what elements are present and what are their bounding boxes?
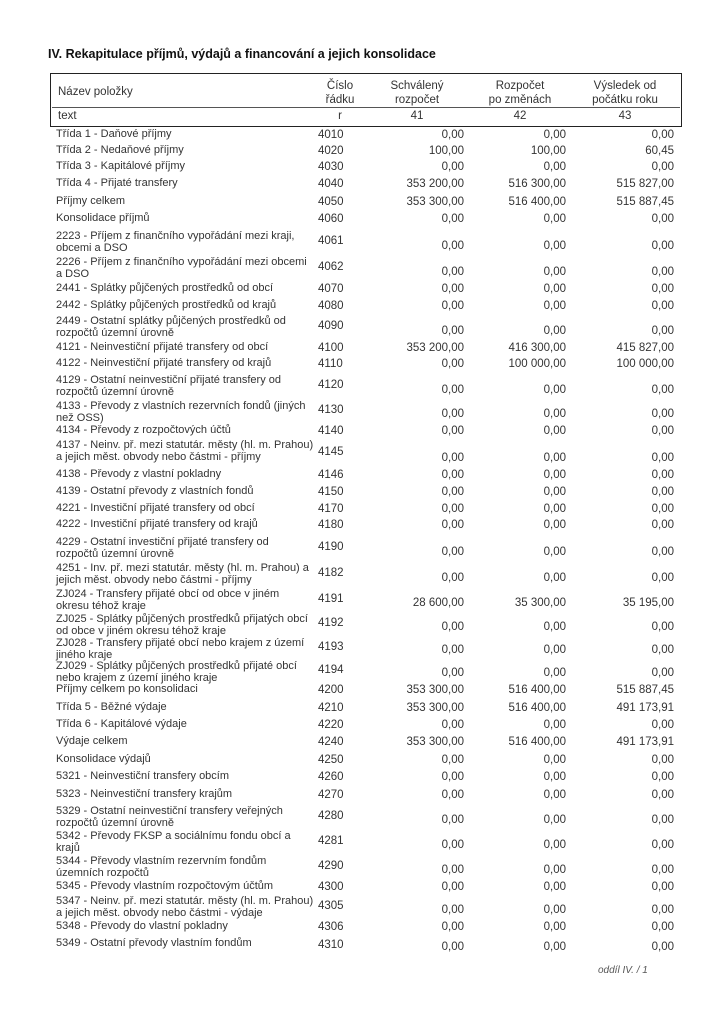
row-result: 0,00 (651, 486, 674, 498)
row-approved-budget: 0,00 (441, 240, 464, 252)
row-result: 0,00 (651, 864, 674, 876)
row-number: 4310 (318, 939, 344, 951)
row-number: 4194 (318, 664, 344, 676)
row-result: 515 827,00 (616, 178, 674, 190)
header-row-number: Číslo (326, 80, 354, 92)
header-row-number-2: řádku (325, 94, 355, 106)
row-approved-budget: 0,00 (441, 486, 464, 498)
row-approved-budget: 0,00 (441, 425, 464, 437)
row-number: 4060 (318, 213, 344, 225)
row-item-name: Třída 4 - Přijaté transfery (56, 177, 178, 189)
row-result: 0,00 (651, 469, 674, 481)
row-approved-budget: 353 300,00 (406, 684, 464, 696)
row-item-name: Třída 1 - Daňové příjmy (56, 128, 172, 140)
row-result: 0,00 (651, 161, 674, 173)
table-row (0, 467, 724, 484)
row-item-name: 5342 - Převody FKSP a sociálnímu fondu obcí a krajů (56, 830, 291, 854)
row-item-name: 4122 - Neinvestiční přijaté transfery od krajů (56, 357, 272, 369)
header-item-name: Název položky (58, 86, 133, 98)
table-row (0, 804, 724, 829)
row-revised-budget: 100 000,00 (508, 358, 566, 370)
table-row (0, 561, 724, 587)
table-row (0, 517, 724, 535)
table-row (0, 298, 724, 314)
row-item-name: Příjmy celkem po konsolidaci (56, 683, 198, 695)
header-sub-42: 42 (513, 110, 527, 122)
row-result: 0,00 (651, 881, 674, 893)
row-number: 4300 (318, 881, 344, 893)
row-item-name: 5344 - Převody vlastním rezervním fondům územních rozpočtů (56, 855, 267, 879)
table-row (0, 501, 724, 517)
row-approved-budget: 0,00 (441, 358, 464, 370)
row-revised-budget: 0,00 (543, 213, 566, 225)
row-approved-budget: 0,00 (441, 941, 464, 953)
table-row (0, 423, 724, 438)
row-approved-budget: 0,00 (441, 814, 464, 826)
table-row (0, 535, 724, 561)
section-title: IV. Rekapitulace příjmů, výdajů a financování a jejich konsolidace (48, 47, 436, 61)
row-result: 0,00 (651, 754, 674, 766)
row-revised-budget: 0,00 (543, 469, 566, 481)
row-approved-budget: 0,00 (441, 864, 464, 876)
row-item-name: ZJ028 - Transfery přijaté obcí nebo krajem z území jiného kraje (56, 637, 305, 661)
row-result: 0,00 (651, 325, 674, 337)
row-item-name: Třída 6 - Kapitálové výdaje (56, 718, 187, 730)
row-revised-budget: 0,00 (543, 839, 566, 851)
row-result: 0,00 (651, 266, 674, 278)
row-revised-budget: 0,00 (543, 814, 566, 826)
row-item-name: 4137 - Neinv. př. mezi statutár. městy (hl. m. Prahou) a jejich měst. obvody nebo částmi - příjmy (56, 439, 314, 463)
row-number: 4070 (318, 283, 344, 295)
table-row (0, 612, 724, 636)
header-result-2: počátku roku (592, 94, 658, 106)
table-row (0, 281, 724, 298)
row-number: 4150 (318, 486, 344, 498)
row-item-name: 2449 - Ostatní splátky půjčených prostředků od rozpočtů územní úrovně (56, 315, 286, 339)
row-number: 4306 (318, 921, 344, 933)
row-item-name: Třída 3 - Kapitálové příjmy (56, 160, 185, 172)
row-result: 0,00 (651, 572, 674, 584)
table-row (0, 373, 724, 399)
table-row (0, 484, 724, 501)
header-sub-43: 43 (618, 110, 632, 122)
row-revised-budget: 0,00 (543, 904, 566, 916)
header-sub-41: 41 (410, 110, 424, 122)
row-number: 4061 (318, 235, 344, 247)
row-revised-budget: 516 400,00 (508, 196, 566, 208)
row-approved-budget: 353 300,00 (406, 702, 464, 714)
row-item-name: 4221 - Investiční přijaté transfery od obcí (56, 502, 255, 514)
row-number: 4182 (318, 567, 344, 579)
row-result: 0,00 (651, 503, 674, 515)
row-result: 0,00 (651, 941, 674, 953)
row-number: 4220 (318, 719, 344, 731)
row-revised-budget: 0,00 (543, 325, 566, 337)
row-item-name: Třída 2 - Nedaňové příjmy (56, 144, 184, 156)
row-revised-budget: 0,00 (543, 300, 566, 312)
row-number: 4110 (318, 358, 343, 370)
row-revised-budget: 0,00 (543, 503, 566, 515)
table-row (0, 159, 724, 176)
row-revised-budget: 0,00 (543, 283, 566, 295)
row-revised-budget: 0,00 (543, 240, 566, 252)
row-approved-budget: 0,00 (441, 719, 464, 731)
row-revised-budget: 0,00 (543, 266, 566, 278)
row-approved-budget: 0,00 (441, 213, 464, 225)
row-result: 0,00 (651, 129, 674, 141)
row-number: 4210 (318, 702, 344, 714)
table-row (0, 752, 724, 769)
row-result: 0,00 (651, 546, 674, 558)
row-revised-budget: 416 300,00 (508, 342, 566, 354)
row-approved-budget: 353 200,00 (406, 178, 464, 190)
row-item-name: 4251 - Inv. př. mezi statutár. městy (hl. m. Prahou) a jejich měst. obvody nebo částmi - příjmy (56, 562, 309, 586)
row-result: 0,00 (651, 839, 674, 851)
row-approved-budget: 353 200,00 (406, 342, 464, 354)
row-approved-budget: 0,00 (441, 325, 464, 337)
table-row (0, 636, 724, 659)
row-number: 4191 (318, 593, 344, 605)
row-revised-budget: 0,00 (543, 881, 566, 893)
row-approved-budget: 0,00 (441, 452, 464, 464)
row-item-name: 4121 - Neinvestiční přijaté transfery od obcí (56, 341, 269, 353)
row-revised-budget: 0,00 (543, 129, 566, 141)
row-number: 4270 (318, 789, 344, 801)
row-item-name: 2441 - Splátky půjčených prostředků od obcí (56, 282, 274, 294)
row-approved-budget: 0,00 (441, 839, 464, 851)
header-sub-r: r (338, 110, 342, 122)
row-item-name: 2226 - Příjem z finančního vypořádání mezi obcemi a DSO (56, 256, 307, 280)
table-row (0, 700, 724, 717)
row-result: 60,45 (645, 145, 674, 157)
table-row (0, 356, 724, 373)
row-item-name: 2223 - Příjem z finančního vypořádání mezi kraji, obcemi a DSO (56, 230, 295, 254)
row-item-name: ZJ024 - Transfery přijaté obcí od obce v jiném okresu téhož kraje (56, 588, 280, 612)
row-revised-budget: 0,00 (543, 921, 566, 933)
row-approved-budget: 0,00 (441, 300, 464, 312)
header-revised-budget: Rozpočet (495, 80, 545, 92)
row-item-name: 5329 - Ostatní neinvestiční transfery veřejných rozpočtů územní úrovně (56, 805, 283, 829)
row-revised-budget: 0,00 (543, 644, 566, 656)
row-number: 4050 (318, 196, 344, 208)
row-approved-budget: 0,00 (441, 921, 464, 933)
row-result: 0,00 (651, 283, 674, 295)
table-row (0, 894, 724, 919)
row-revised-budget: 516 400,00 (508, 684, 566, 696)
row-revised-budget: 0,00 (543, 408, 566, 420)
row-revised-budget: 0,00 (543, 667, 566, 679)
table-row (0, 659, 724, 682)
table-row (0, 587, 724, 612)
row-approved-budget: 0,00 (441, 644, 464, 656)
row-result: 491 173,91 (616, 736, 674, 748)
row-number: 4305 (318, 900, 344, 912)
row-revised-budget: 516 300,00 (508, 178, 566, 190)
table-row (0, 769, 724, 787)
header-approved-budget-2: rozpočet (394, 94, 440, 106)
row-number: 4290 (318, 860, 344, 872)
table-row (0, 399, 724, 423)
row-revised-budget: 0,00 (543, 161, 566, 173)
row-result: 0,00 (651, 452, 674, 464)
row-number: 4120 (318, 379, 344, 391)
row-number: 4250 (318, 754, 344, 766)
row-result: 515 887,45 (616, 684, 674, 696)
table-row (0, 143, 724, 159)
row-revised-budget: 0,00 (543, 519, 566, 531)
row-number: 4010 (318, 129, 344, 141)
row-item-name: 4229 - Ostatní investiční přijaté transfery od rozpočtů územní úrovně (56, 536, 269, 560)
table-row (0, 194, 724, 211)
table-row (0, 829, 724, 854)
row-approved-budget: 0,00 (441, 384, 464, 396)
row-revised-budget: 0,00 (543, 719, 566, 731)
row-revised-budget: 516 400,00 (508, 702, 566, 714)
row-revised-budget: 0,00 (543, 864, 566, 876)
row-result: 0,00 (651, 213, 674, 225)
row-item-name: 4138 - Převody z vlastní pokladny (56, 468, 222, 480)
row-approved-budget: 0,00 (441, 503, 464, 515)
row-result: 100 000,00 (616, 358, 674, 370)
row-result: 0,00 (651, 425, 674, 437)
row-approved-budget: 0,00 (441, 266, 464, 278)
row-revised-budget: 0,00 (543, 771, 566, 783)
row-number: 4040 (318, 178, 344, 190)
row-revised-budget: 516 400,00 (508, 736, 566, 748)
row-approved-budget: 0,00 (441, 667, 464, 679)
row-revised-budget: 0,00 (543, 452, 566, 464)
table-row (0, 340, 724, 356)
row-approved-budget: 0,00 (441, 621, 464, 633)
row-result: 0,00 (651, 814, 674, 826)
row-result: 515 887,45 (616, 196, 674, 208)
row-item-name: ZJ029 - Splátky půjčených prostředků přijaté obcí nebo krajem z území jiného kraje (56, 660, 297, 684)
row-result: 35 195,00 (622, 597, 674, 609)
row-number: 4260 (318, 771, 344, 783)
row-revised-budget: 0,00 (543, 384, 566, 396)
table-row (0, 854, 724, 879)
header-divider (52, 107, 680, 108)
row-approved-budget: 0,00 (441, 572, 464, 584)
table-row (0, 127, 724, 143)
row-number: 4090 (318, 320, 344, 332)
header-sub-text: text (58, 110, 77, 122)
row-result: 0,00 (651, 789, 674, 801)
row-approved-budget: 0,00 (441, 771, 464, 783)
table-row (0, 255, 724, 281)
row-result: 0,00 (651, 519, 674, 531)
row-result: 0,00 (651, 771, 674, 783)
row-number: 4193 (318, 641, 344, 653)
table-row (0, 229, 724, 255)
row-revised-budget: 0,00 (543, 486, 566, 498)
row-number: 4020 (318, 145, 344, 157)
row-number: 4062 (318, 261, 344, 273)
row-approved-budget: 0,00 (441, 881, 464, 893)
table-row (0, 314, 724, 340)
row-item-name: 4222 - Investiční přijaté transfery od krajů (56, 518, 258, 530)
row-number: 4190 (318, 541, 344, 553)
row-item-name: 5348 - Převody do vlastní pokladny (56, 920, 228, 932)
row-number: 4280 (318, 810, 344, 822)
row-approved-budget: 0,00 (441, 754, 464, 766)
row-number: 4281 (318, 835, 344, 847)
header-approved-budget: Schválený (390, 80, 444, 92)
row-revised-budget: 100,00 (530, 145, 566, 157)
row-item-name: 5349 - Ostatní převody vlastním fondům (56, 937, 252, 949)
row-approved-budget: 0,00 (441, 283, 464, 295)
row-item-name: 5345 - Převody vlastním rozpočtovým účtům (56, 880, 274, 892)
row-item-name: ZJ025 - Splátky půjčených prostředků přijatých obcí od obce v jiném okresu téhož kraje (56, 613, 308, 637)
row-result: 0,00 (651, 921, 674, 933)
row-result: 0,00 (651, 667, 674, 679)
row-item-name: 5347 - Neinv. př. mezi statutár. městy (hl. m. Prahou) a jejich měst. obvody nebo částmi - výdaje (56, 895, 314, 919)
row-revised-budget: 0,00 (543, 621, 566, 633)
row-approved-budget: 0,00 (441, 161, 464, 173)
table-row (0, 176, 724, 194)
table-row (0, 211, 724, 229)
row-revised-budget: 35 300,00 (514, 597, 566, 609)
row-item-name: 4139 - Ostatní převody z vlastních fondů (56, 485, 254, 497)
row-approved-budget: 0,00 (441, 546, 464, 558)
row-approved-budget: 353 300,00 (406, 736, 464, 748)
row-result: 0,00 (651, 300, 674, 312)
row-approved-budget: 100,00 (428, 145, 464, 157)
row-item-name: 4133 - Převody z vlastních rezervních fondů (jiných než OSS) (56, 400, 306, 424)
row-revised-budget: 0,00 (543, 546, 566, 558)
row-result: 0,00 (651, 644, 674, 656)
row-result: 0,00 (651, 408, 674, 420)
row-number: 4140 (318, 425, 344, 437)
row-revised-budget: 0,00 (543, 789, 566, 801)
row-item-name: Konsolidace výdajů (56, 753, 151, 765)
table-row (0, 717, 724, 734)
header-result: Výsledek od (593, 80, 657, 92)
row-revised-budget: 0,00 (543, 754, 566, 766)
table-row (0, 879, 724, 894)
row-number: 4145 (318, 446, 344, 458)
row-item-name: Výdaje celkem (56, 735, 128, 747)
row-item-name: 4129 - Ostatní neinvestiční přijaté transfery od rozpočtů územní úrovně (56, 374, 282, 398)
row-result: 415 827,00 (616, 342, 674, 354)
row-number: 4180 (318, 519, 344, 531)
row-result: 491 173,91 (616, 702, 674, 714)
row-item-name: Třída 5 - Běžné výdaje (56, 701, 167, 713)
table-row (0, 734, 724, 752)
table-row (0, 682, 724, 700)
row-result: 0,00 (651, 621, 674, 633)
row-number: 4080 (318, 300, 344, 312)
row-number: 4100 (318, 342, 344, 354)
row-number: 4130 (318, 404, 344, 416)
row-approved-budget: 0,00 (441, 469, 464, 481)
row-result: 0,00 (651, 904, 674, 916)
row-approved-budget: 0,00 (441, 789, 464, 801)
page-footer: oddíl IV. / 1 (598, 965, 648, 976)
table-row (0, 936, 724, 956)
row-item-name: 5323 - Neinvestiční transfery krajům (56, 788, 233, 800)
row-approved-budget: 353 300,00 (406, 196, 464, 208)
row-result: 0,00 (651, 384, 674, 396)
row-number: 4146 (318, 469, 344, 481)
row-approved-budget: 0,00 (441, 129, 464, 141)
table-row (0, 438, 724, 467)
row-item-name: 2442 - Splátky půjčených prostředků od krajů (56, 299, 277, 311)
table-row (0, 919, 724, 936)
row-number: 4240 (318, 736, 344, 748)
row-approved-budget: 0,00 (441, 519, 464, 531)
row-revised-budget: 0,00 (543, 572, 566, 584)
table-row (0, 787, 724, 804)
row-item-name: 4134 - Převody z rozpočtových účtů (56, 424, 231, 436)
row-result: 0,00 (651, 719, 674, 731)
row-approved-budget: 0,00 (441, 408, 464, 420)
row-revised-budget: 0,00 (543, 425, 566, 437)
row-number: 4170 (318, 503, 344, 515)
row-revised-budget: 0,00 (543, 941, 566, 953)
header-revised-budget-2: po změnách (488, 94, 552, 106)
row-approved-budget: 28 600,00 (412, 597, 464, 609)
row-item-name: Příjmy celkem (56, 195, 126, 207)
row-result: 0,00 (651, 240, 674, 252)
row-number: 4192 (318, 617, 344, 629)
row-number: 4200 (318, 684, 344, 696)
row-item-name: Konsolidace příjmů (56, 212, 150, 224)
row-approved-budget: 0,00 (441, 904, 464, 916)
row-number: 4030 (318, 161, 344, 173)
row-item-name: 5321 - Neinvestiční transfery obcím (56, 770, 230, 782)
